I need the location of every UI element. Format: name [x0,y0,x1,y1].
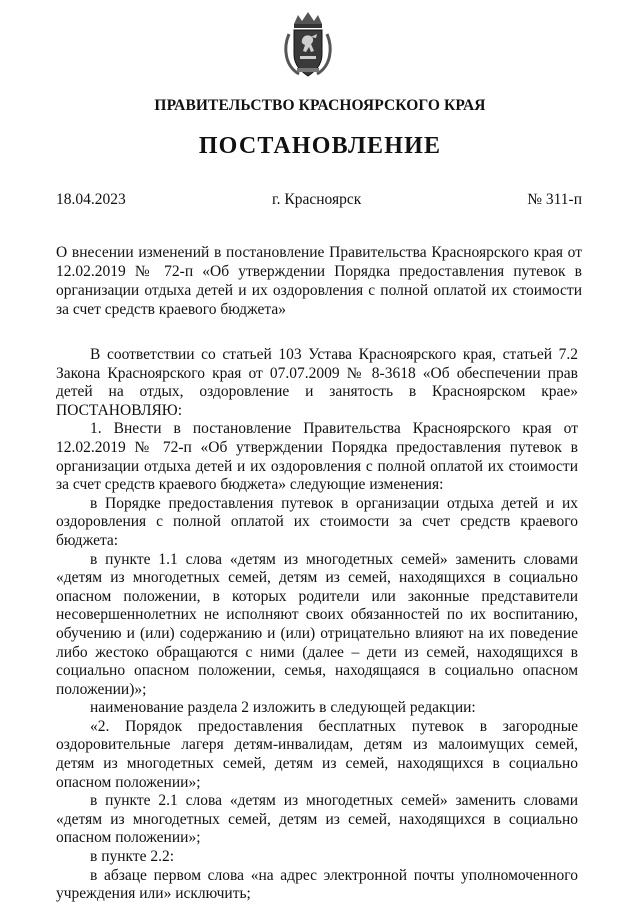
body-paragraph: в пункте 2.2: [90,848,175,866]
body-paragraph: В соответствии со статьей 103 Устава Красноярского края, статьей 7.2 Закона Красноярского края от 07.07.2009 № 8-3618 «Об обеспечении прав детей на отдых, оздоровление и занятость в Красноярском крае» ПОСТАНОВЛЯЮ: [56,346,578,419]
document-date: 18.04.2023 [56,191,126,208]
body-paragraph: 1. Внести в постановление Правительства Красноярского края от 12.02.2019 № 72-п «Об утверждении Порядка предоставления путевок в организации отдыха детей и их оздоровления с полной оплатой их стоимости за счет средств краевого бюджета» следующие изменения: [56,420,578,494]
body-paragraph: в пункте 1.1 слова «детям из многодетных семей» заменить словами «детям из многодетных семей, детям из семей, находящихся в социально опасном положении, в которых родители или законные представители несовершеннолетних не исполняют своих обязанностей по их воспитанию, обучению и (или) содержанию и (или) отрицательно влияют на их поведение либо жестоко обращаются с ними (далее – дети из семей, находящихся в социально опасном положении, семья, находящаяся в социально опасном положении)»; [56,550,578,698]
body-paragraph: в пункте 2.1 слова «детям из многодетных семей» заменить словами «детям из многодетных семей, детям из семей, находящихся в социально опасном положении»; [56,792,578,847]
body-paragraph: «2. Порядок предоставления бесплатных путевок в загородные оздоровительные лагеря детям-инвалидам, детям из малоимущих семей, детям из многодетных семей, детям из семей, находящихся в социально опасном положении»; [56,717,578,791]
document-type-title: ПОСТАНОВЛЕНИЕ [198,133,442,159]
document-subject: О внесении изменений в постановление Правительства Красноярского края от 12.02.2019 № 72-п «Об утверждении Порядка предоставления путевок в организации отдыха детей и их оздоровления с полной оплатой их стоимости за счет средств краевого бюджета» [56,244,582,318]
document-body [56,346,578,904]
body-paragraph: наименование раздела 2 изложить в следующей редакции: [90,699,476,717]
body-paragraph: в Порядке предоставления путевок в организации отдыха детей и их оздоровления с полной оплатой их стоимости за счет средств краевого бюджета: [56,494,578,549]
body-paragraph: в абзаце первом слова «на адрес электронной почты уполномоченного учреждения или» исключить; [56,866,578,903]
organization-title: ПРАВИТЕЛЬСТВО КРАСНОЯРСКОГО КРАЯ [154,97,486,114]
krasnoyarsk-coat-of-arms-icon [281,10,335,80]
document-number: № 311-п [527,191,582,208]
document-city: г. Красноярск [272,191,362,208]
